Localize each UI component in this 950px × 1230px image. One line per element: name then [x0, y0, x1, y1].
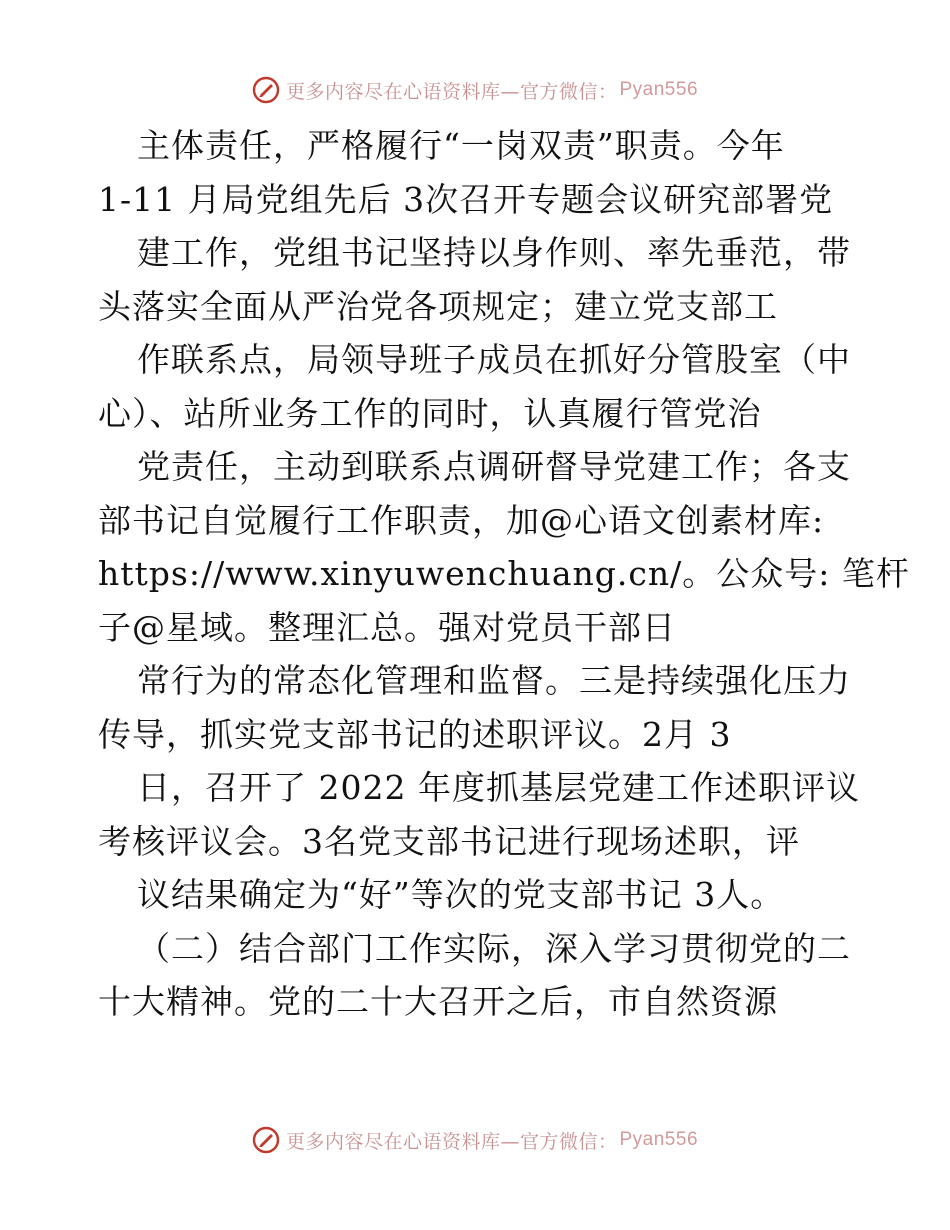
header-banner — [0, 70, 950, 110]
banner-text: 更多内容尽在心语资料库—官方微信： — [285, 1130, 618, 1153]
text-line: （二）结合部门工作实际，深入学习贯彻党的二 — [137, 928, 851, 968]
text-line: 日，召开了 2022 年度抓基层党建工作述职评议 — [137, 768, 860, 807]
footer-banner — [0, 1120, 950, 1160]
document-body — [0, 119, 950, 1029]
text-line: 十大精神。党的二十大召开之后，市自然资源 — [98, 982, 778, 1021]
text-line: 作联系点，局领导班子成员在抓好分管股室（中 — [137, 340, 851, 379]
text-line: 党责任，主动到联系点调研督导党建工作；各支 — [137, 447, 851, 486]
text-line: 部书记自觉履行工作职责，加@心语文创素材库: — [98, 500, 825, 540]
banner-wechat-id: Pyan556 — [619, 1129, 699, 1150]
text-line: 主体责任，严格履行“一岗双责”职责。今年 — [137, 126, 785, 165]
banner-wechat-id: Pyan556 — [619, 79, 699, 100]
text-line: https://www.xinyuwenchuang.cn/。公众号: 笔杆 — [98, 554, 910, 593]
text-line: 子@星域。整理汇总。强对党员干部日 — [98, 607, 676, 647]
text-line: 1-11 月局党组先后 3次召开专题会议研究部署党 — [98, 179, 834, 219]
logo-icon — [252, 1126, 280, 1154]
text-line: 传导，抓实党支部书记的述职评议。2月 3 — [98, 714, 732, 754]
text-line: 头落实全面从严治党各项规定；建立党支部工 — [98, 286, 778, 326]
text-line: 议结果确定为“好”等次的党支部书记 3人。 — [137, 875, 785, 914]
text-line: 心）、站所业务工作的同时，认真履行管党治 — [98, 393, 762, 433]
text-line: 建工作，党组书记坚持以身作则、率先垂范，带 — [137, 233, 851, 272]
banner-text: 更多内容尽在心语资料库—官方微信： — [285, 80, 618, 103]
text-line: 考核评议会。3名党支部书记进行现场述职，评 — [98, 821, 800, 861]
text-line: 常行为的常态化管理和监督。三是持续强化压力 — [137, 661, 851, 700]
logo-icon — [252, 76, 280, 104]
